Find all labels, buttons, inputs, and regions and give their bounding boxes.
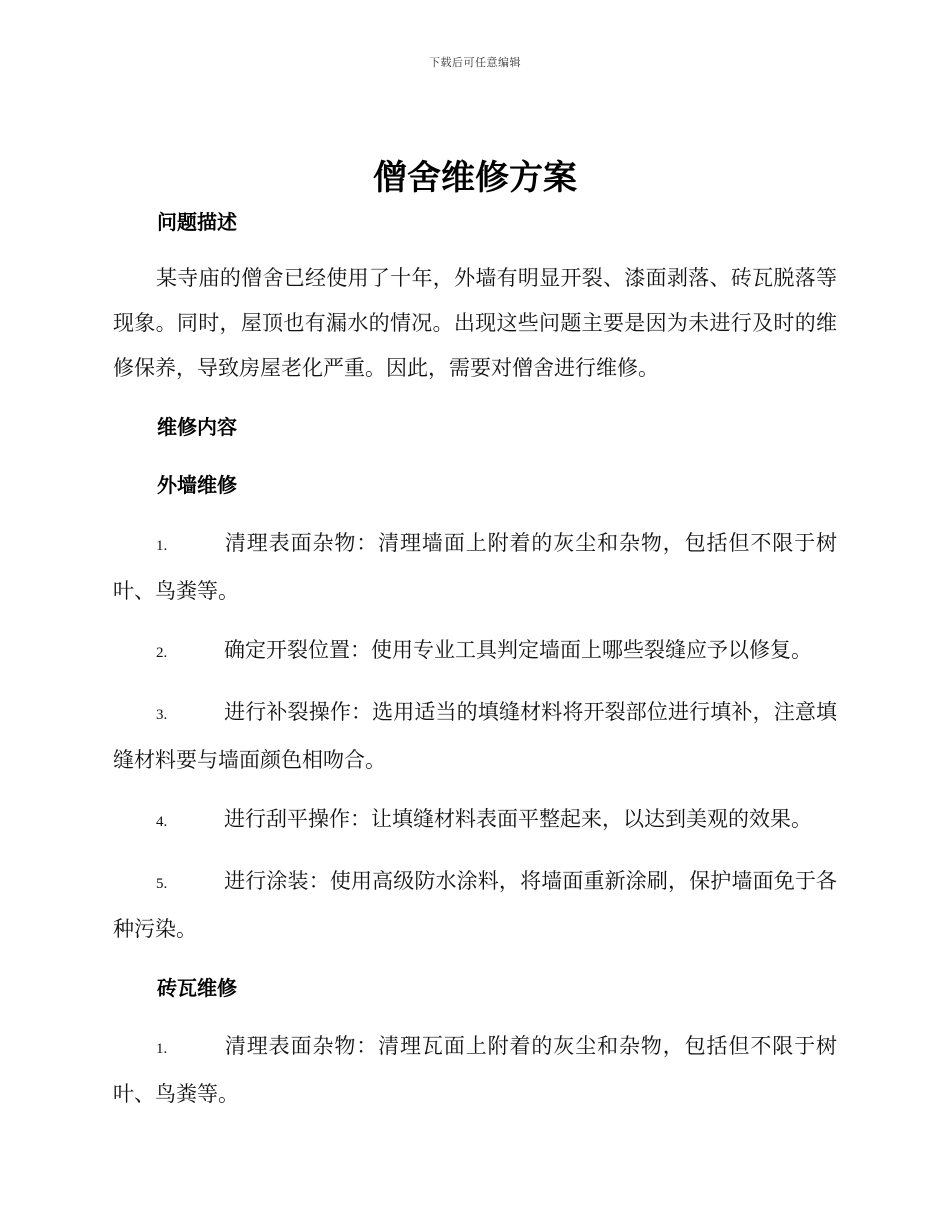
list-item [113,1024,837,1117]
list-item-text: 清理表面杂物：清理瓦面上附着的灰尘和杂物，包括但不限于树叶、鸟粪等。 [113,1034,837,1106]
list-item-text: 确定开裂位置：使用专业工具判定墙面上哪些裂缝应予以修复。 [224,638,812,662]
maintenance-heading: 维修内容 [157,415,237,439]
list-item-text: 进行涂装：使用高级防水涂料，将墙面重新涂刷，保护墙面免于各种污染。 [113,869,837,941]
list-item [113,521,837,614]
list-item [113,797,837,845]
document-body [113,200,837,1117]
exterior-wall-heading: 外墙维修 [157,473,237,497]
list-item [113,859,837,952]
list-item-number: 3. [156,707,168,723]
list-item-number: 5. [156,876,168,892]
list-item-number: 4. [156,814,168,830]
list-item-number: 2. [156,645,168,661]
list-item [113,690,837,783]
list-item-text: 进行补裂操作：选用适当的填缝材料将开裂部位进行填补，注意填缝材料要与墙面颜色相吻合。 [113,700,837,772]
problem-heading: 问题描述 [157,210,237,234]
problem-paragraph: 某寺庙的僧舍已经使用了十年，外墙有明显开裂、漆面剥落、砖瓦脱落等现象。同时，屋顶也有漏水的情况。出现这些问题主要是因为未进行及时的维修保养，导致房屋老化严重。因此，需要对僧舍进行维修。 [113,266,837,380]
list-item-text: 清理表面杂物：清理墙面上附着的灰尘和杂物，包括但不限于树叶、鸟粪等。 [113,531,837,603]
list-item-text: 进行刮平操作：让填缝材料表面平整起来，以达到美观的效果。 [224,807,812,831]
header-note: 下载后可任意编辑 [429,56,521,69]
list-item-number: 1. [156,538,168,554]
document-title: 僧舍维修方案 [373,158,577,198]
list-item [113,628,837,676]
tile-heading: 砖瓦维修 [157,976,237,1000]
list-item-number: 1. [156,1041,168,1057]
